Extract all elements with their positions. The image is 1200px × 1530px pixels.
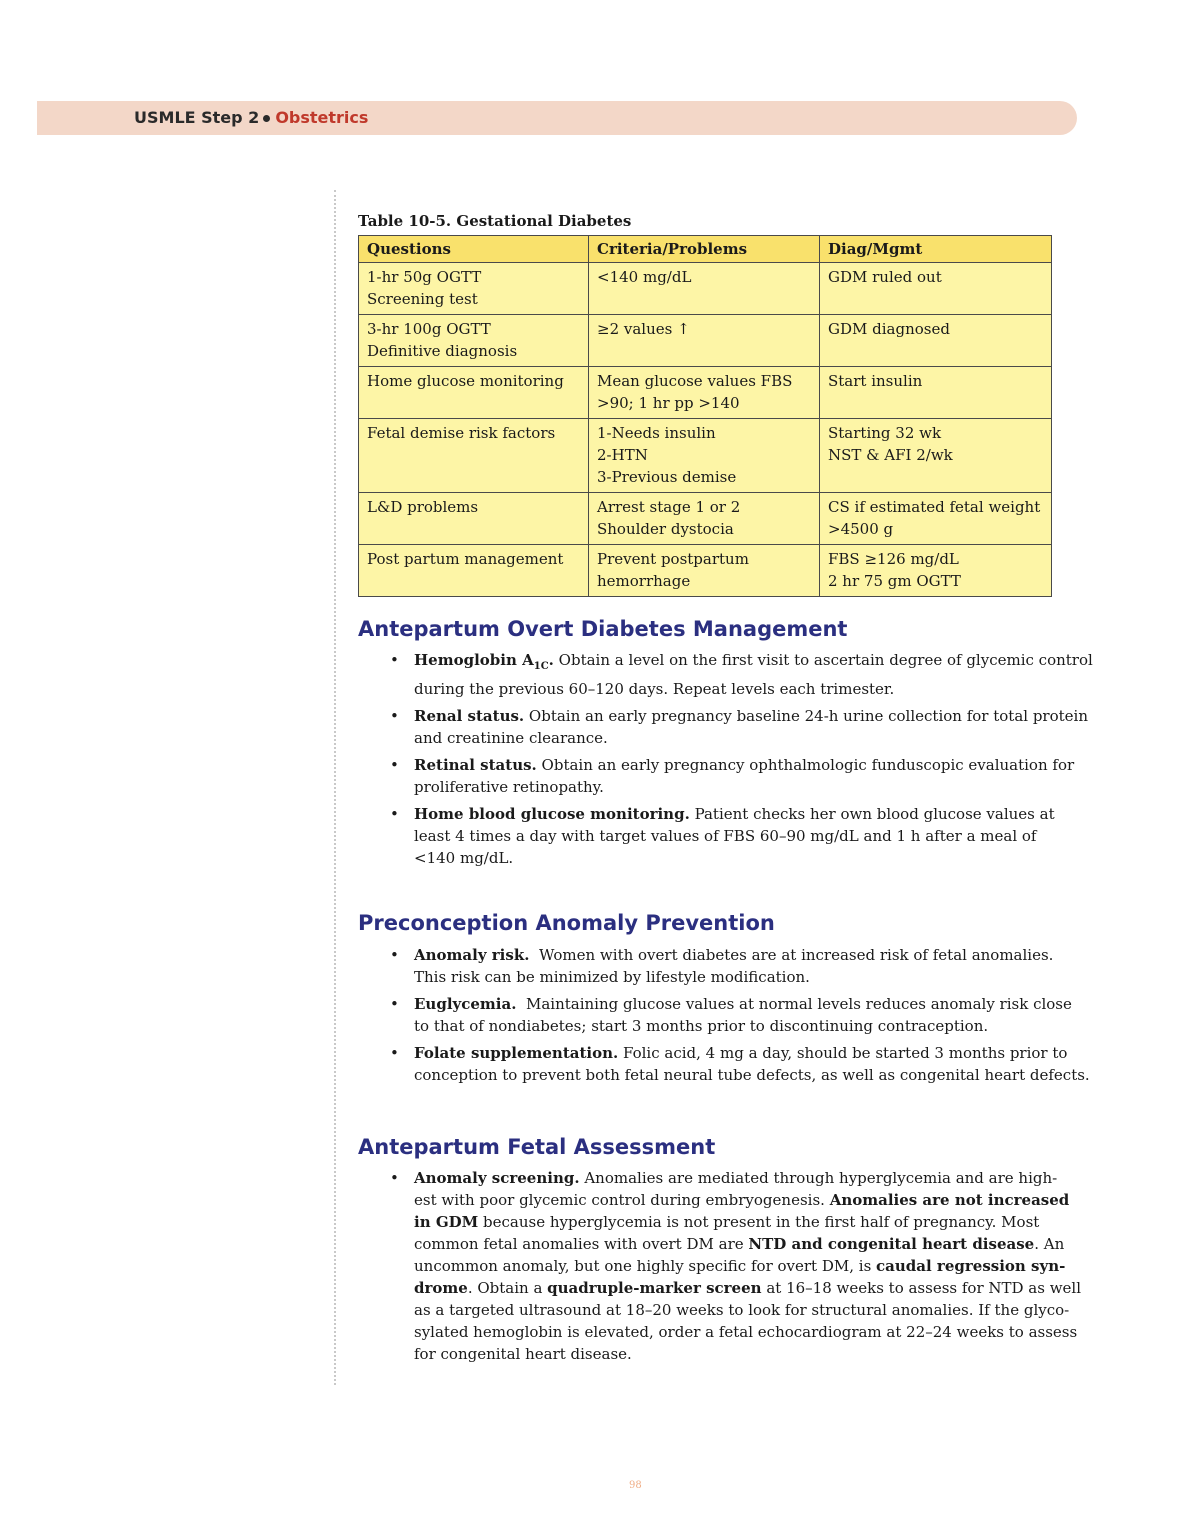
- cell-line: FBS ≥126 mg/dL: [828, 550, 959, 568]
- bullet-icon: •: [390, 1044, 399, 1062]
- bullet-line: [414, 1042, 1068, 1064]
- bullet-lead: Renal status.: [414, 707, 525, 725]
- bullet-text: Obtain an early pregnancy baseline 24-h urine collection for total protein: [524, 707, 1088, 725]
- bullet-text: . Obtain a: [467, 1279, 548, 1297]
- cell-line: Home glucose monitoring: [367, 372, 564, 390]
- bullet-text: because hyperglycemia is not present in the first half of pregnancy. Most: [478, 1213, 1040, 1231]
- bullet-text: uncommon anomaly, but one highly specific for overt DM, is: [414, 1257, 877, 1275]
- bullet-text: as a targeted ultrasound at 18–20 weeks to look for structural anomalies. If the glyco-: [414, 1301, 1070, 1319]
- bullet-line: [414, 1233, 1065, 1255]
- table-cell: [359, 545, 589, 597]
- cell-line: Shoulder dystocia: [597, 520, 734, 538]
- lead-subscript: 1C: [533, 661, 549, 672]
- bullet-lead: Anomaly screening.: [414, 1169, 580, 1187]
- bullet-item: [390, 993, 1072, 1037]
- cell-line: 1-hr 50g OGTT: [367, 268, 482, 286]
- bullet-text: in GDM: [414, 1213, 479, 1231]
- section-title: Preconception Anomaly Prevention: [358, 911, 775, 935]
- bullet-item: [390, 649, 1093, 700]
- bullet-icon: •: [390, 805, 399, 823]
- column-header: Criteria/Problems: [589, 236, 820, 263]
- table-cell: [589, 493, 820, 545]
- bullet-line: [414, 649, 1093, 678]
- bullet-text: conception to prevent both fetal neural tube defects, as well as congenital heart defects.: [414, 1066, 1090, 1084]
- bullet-lead: Home blood glucose monitoring.: [414, 805, 690, 823]
- cell-line: Fetal demise risk factors: [367, 424, 556, 442]
- margin-dotted-rule: [334, 190, 336, 1385]
- table-row: [359, 545, 1052, 597]
- cell-line: 2-HTN: [597, 446, 648, 464]
- bullet-text: Maintaining glucose values at normal levels reduces anomaly risk close: [516, 995, 1072, 1013]
- bullet-text: Patient checks her own blood glucose values at: [689, 805, 1055, 823]
- bullet-line: [414, 1321, 1078, 1343]
- cell-line: Starting 32 wk: [828, 424, 942, 442]
- table-cell: [589, 263, 820, 315]
- bullet-line: [414, 847, 1060, 869]
- bullet-lead: Folate supplementation.: [414, 1044, 619, 1062]
- bullet-icon: •: [390, 756, 399, 774]
- bullet-text: Women with overt diabetes are at increased risk of fetal anomalies.: [529, 946, 1054, 964]
- table-row: [359, 367, 1052, 419]
- cell-line: hemorrhage: [597, 572, 691, 590]
- bullet-text: This risk can be minimized by lifestyle modification.: [414, 968, 810, 986]
- bullet-text: during the previous 60–120 days. Repeat levels each trimester.: [414, 680, 895, 698]
- bullet-line: [414, 705, 1088, 727]
- bullet-icon: •: [390, 651, 399, 669]
- table-cell: [589, 367, 820, 419]
- bullet-text: Anomalies are mediated through hyperglycemia and are high-: [579, 1169, 1058, 1187]
- cell-line: Definitive diagnosis: [367, 342, 518, 360]
- bullet-text: common fetal anomalies with overt DM are: [414, 1235, 749, 1253]
- bullet-list: [390, 649, 1093, 874]
- bullet-text: <140 mg/dL.: [414, 849, 514, 867]
- bullet-line: [414, 754, 1075, 776]
- page-number: 98: [629, 1480, 642, 1491]
- bullet-lead: Euglycemia.: [414, 995, 517, 1013]
- bullet-list: [390, 944, 1090, 1091]
- column-header: Questions: [359, 236, 589, 263]
- bullet-text: at 16–18 weeks to assess for NTD as well: [761, 1279, 1082, 1297]
- bullet-item: [390, 803, 1060, 869]
- bullet-icon: •: [390, 995, 399, 1013]
- cell-line: 3-Previous demise: [597, 468, 737, 486]
- book-title: USMLE Step 2: [134, 108, 260, 127]
- bullet-line: [414, 1343, 1060, 1365]
- bullet-text: sylated hemoglobin is elevated, order a fetal echocardiogram at 22–24 weeks to assess: [414, 1323, 1078, 1341]
- table-cell: [820, 315, 1052, 367]
- bullet-text: quadruple-marker screen: [547, 1279, 762, 1297]
- bullet-line: [414, 776, 1060, 798]
- bullet-line: [414, 1299, 1070, 1321]
- table-row: [359, 315, 1052, 367]
- bullet-line: [414, 993, 1072, 1015]
- cell-line: 1-Needs insulin: [597, 424, 716, 442]
- column-header: Diag/Mgmt: [820, 236, 1052, 263]
- bullet-text: . An: [1034, 1235, 1065, 1253]
- bullet-text: caudal regression syn-: [876, 1257, 1066, 1275]
- table-cell: [820, 367, 1052, 419]
- lead-end: .: [548, 651, 554, 669]
- bullet-text: least 4 times a day with target values of FBS 60–90 mg/dL and 1 h after a meal of: [414, 827, 1037, 845]
- cell-line: >90; 1 hr pp >140: [597, 394, 740, 412]
- cell-line: Arrest stage 1 or 2: [597, 498, 741, 516]
- bullet-item: [390, 1042, 1090, 1086]
- bullet-line: [414, 678, 1060, 700]
- bullet-lead: Hemoglobin A: [414, 651, 534, 669]
- bullet-text: Anomalies are not increased: [829, 1191, 1070, 1209]
- bullet-text: est with poor glycemic control during embryogenesis.: [414, 1191, 830, 1209]
- gestational-diabetes-table: [358, 235, 1052, 597]
- bullet-icon: •: [390, 707, 399, 725]
- bullet-line: [414, 1015, 1060, 1037]
- header-text: [134, 108, 368, 127]
- table-cell: [820, 419, 1052, 493]
- bullet-icon: •: [390, 1169, 399, 1187]
- bullet-item: [390, 705, 1088, 749]
- bullet-item: [390, 944, 1060, 988]
- bullet-line: [414, 1064, 1090, 1086]
- bullet-item: [390, 1167, 1082, 1365]
- bullet-text: Obtain a level on the first visit to ascertain degree of glycemic control: [553, 651, 1093, 669]
- table-row: [359, 493, 1052, 545]
- bullet-line: [414, 1189, 1070, 1211]
- table-cell: [359, 493, 589, 545]
- table-row: [359, 419, 1052, 493]
- cell-line: Start insulin: [828, 372, 923, 390]
- cell-line: Mean glucose values FBS: [597, 372, 793, 390]
- table-cell: [589, 315, 820, 367]
- bullet-dot-icon: [263, 115, 270, 122]
- table-cell: [359, 315, 589, 367]
- running-header: [37, 101, 1077, 135]
- table-cell: [589, 419, 820, 493]
- table-caption: Table 10-5. Gestational Diabetes: [358, 212, 632, 230]
- cell-line: GDM diagnosed: [828, 320, 950, 338]
- table-cell: [359, 263, 589, 315]
- bullet-line: [414, 1277, 1082, 1299]
- bullet-line: [414, 1211, 1060, 1233]
- cell-line: <140 mg/dL: [597, 268, 692, 286]
- bullet-line: [414, 825, 1060, 847]
- bullet-text: and creatinine clearance.: [414, 729, 608, 747]
- bullet-text: Folic acid, 4 mg a day, should be started 3 months prior to: [618, 1044, 1068, 1062]
- section-title: Antepartum Fetal Assessment: [358, 1135, 716, 1159]
- cell-line: GDM ruled out: [828, 268, 942, 286]
- cell-line: Prevent postpartum: [597, 550, 749, 568]
- cell-line: NST & AFI 2/wk: [828, 446, 953, 464]
- bullet-icon: •: [390, 946, 399, 964]
- bullet-line: [414, 1167, 1060, 1189]
- bullet-line: [414, 966, 1060, 988]
- bullet-line: [414, 803, 1060, 825]
- cell-line: CS if estimated fetal weight: [828, 498, 1041, 516]
- bullet-text: NTD and congenital heart disease: [748, 1235, 1035, 1253]
- cell-line: Screening test: [367, 290, 478, 308]
- bullet-text: to that of nondiabetes; start 3 months prior to discontinuing contraception.: [414, 1017, 989, 1035]
- cell-line: ≥2 values ↑: [597, 320, 690, 338]
- bullet-text: for congenital heart disease.: [414, 1345, 632, 1363]
- cell-line: 3-hr 100g OGTT: [367, 320, 491, 338]
- bullet-text: proliferative retinopathy.: [414, 778, 604, 796]
- table-cell: [359, 367, 589, 419]
- table-row: [359, 263, 1052, 315]
- bullet-line: [414, 944, 1060, 966]
- cell-line: Post partum management: [367, 550, 564, 568]
- bullet-text: Obtain an early pregnancy ophthalmologic funduscopic evaluation for: [536, 756, 1075, 774]
- bullet-lead: Anomaly risk.: [414, 946, 530, 964]
- chapter-title: Obstetrics: [275, 108, 369, 127]
- cell-line: >4500 g: [828, 520, 894, 538]
- bullet-line: [414, 727, 1060, 749]
- bullet-item: [390, 754, 1075, 798]
- table-cell: [820, 545, 1052, 597]
- bullet-list: [390, 1167, 1082, 1370]
- table-cell: [589, 545, 820, 597]
- table-cell: [359, 419, 589, 493]
- bullet-line: [414, 1255, 1066, 1277]
- table-cell: [820, 493, 1052, 545]
- cell-line: 2 hr 75 gm OGTT: [828, 572, 961, 590]
- table-cell: [820, 263, 1052, 315]
- bullet-lead: Retinal status.: [414, 756, 537, 774]
- bullet-text: drome: [414, 1279, 468, 1297]
- table-header-row: [359, 236, 1052, 263]
- cell-line: L&D problems: [367, 498, 479, 516]
- section-title: Antepartum Overt Diabetes Management: [358, 617, 848, 641]
